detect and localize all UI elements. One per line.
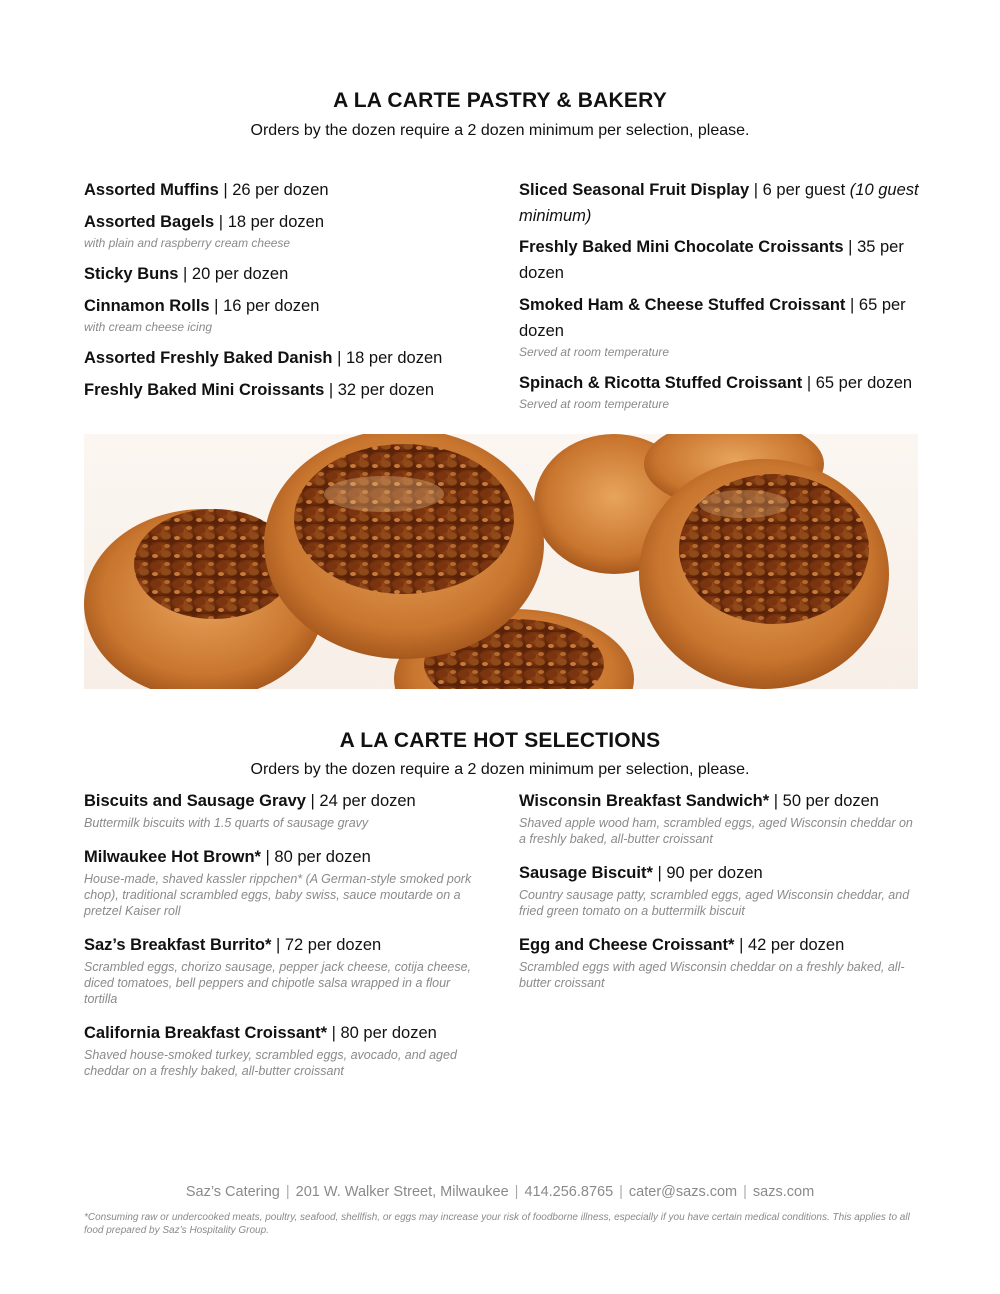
menu-item: Sticky Buns | 20 per dozen bbox=[84, 265, 289, 283]
item-name: Biscuits and Sausage Gravy bbox=[84, 792, 306, 810]
item-name: Egg and Cheese Croissant* bbox=[519, 936, 735, 954]
item-name: Saz’s Breakfast Burrito* bbox=[84, 936, 272, 954]
menu-item: Milwaukee Hot Brown* | 80 per dozen House-made, shaved kassler rippchen* (A German-style smoked pork chop), traditional scrambled eggs, baby swiss, sauce moutarde on a pretzel Kaiser roll bbox=[84, 844, 484, 919]
menu-item: Assorted Bagels | 18 per dozen with plain and raspberry cream cheese bbox=[84, 209, 484, 251]
footer-contact: Saz’s Catering | 201 W. Walker Street, Milwaukee | 414.256.8765 | cater@sazs.com | sazs.com bbox=[185, 1184, 815, 1200]
item-note: Served at room temperature bbox=[519, 345, 670, 359]
menu-item: Freshly Baked Mini Chocolate Croissants | 35 per dozen bbox=[519, 238, 904, 282]
item-name: Wisconsin Breakfast Sandwich* bbox=[519, 792, 770, 810]
pastry-right-column bbox=[519, 177, 919, 418]
pastry-left-column bbox=[84, 177, 484, 409]
item-name: Sliced Seasonal Fruit Display bbox=[519, 181, 750, 199]
item-name: Cinnamon Rolls bbox=[84, 297, 210, 315]
menu-item: Assorted Freshly Baked Danish | 18 per dozen bbox=[84, 349, 443, 367]
item-price: 18 per dozen bbox=[345, 349, 443, 367]
menu-item: Egg and Cheese Croissant* | 42 per dozen Scrambled eggs with aged Wisconsin cheddar on a freshly baked, all-butter croissant bbox=[519, 932, 919, 991]
item-name: Assorted Muffins bbox=[84, 181, 219, 199]
item-price: 65 per dozen bbox=[815, 374, 913, 392]
item-price: 16 per dozen bbox=[223, 297, 320, 315]
item-name: California Breakfast Croissant* bbox=[84, 1024, 327, 1042]
item-price: 80 per dozen bbox=[340, 1024, 437, 1042]
item-name: Spinach & Ricotta Stuffed Croissant bbox=[519, 374, 803, 392]
pastry-section-subtitle: Orders by the dozen require a 2 dozen minimum per selection, please. bbox=[250, 122, 750, 139]
hot-left-column bbox=[84, 788, 484, 1092]
item-price: 20 per dozen bbox=[191, 265, 289, 283]
menu-item: California Breakfast Croissant* | 80 per dozen Shaved house-smoked turkey, scrambled eggs, avocado, and aged cheddar on a freshly baked, all-butter croissant bbox=[84, 1020, 484, 1079]
item-name: Freshly Baked Mini Chocolate Croissants bbox=[519, 238, 844, 256]
item-note: House-made, shaved kassler rippchen* (A German-style smoked pork chop), traditional scrambled eggs, baby swiss, sauce moutarde on a pretzel Kaiser roll bbox=[84, 872, 472, 918]
item-name: Sausage Biscuit* bbox=[519, 864, 653, 882]
menu-item: Biscuits and Sausage Gravy | 24 per dozen Buttermilk biscuits with 1.5 quarts of sausage gravy bbox=[84, 788, 484, 831]
item-name: Assorted Bagels bbox=[84, 213, 215, 231]
item-price: 26 per dozen bbox=[232, 181, 329, 199]
menu-item: Smoked Ham & Cheese Stuffed Croissant | 65 per dozen Served at room temperature bbox=[519, 292, 919, 360]
item-note: with plain and raspberry cream cheese bbox=[84, 236, 291, 250]
sticky-buns-illustration bbox=[84, 434, 918, 689]
item-name: Sticky Buns bbox=[84, 265, 179, 283]
pastry-section-title: A LA CARTE PASTRY & BAKERY bbox=[333, 89, 667, 112]
item-price: 35 per dozen bbox=[519, 238, 904, 282]
item-price: 80 per dozen bbox=[274, 848, 371, 866]
menu-item: Sliced Seasonal Fruit Display | 6 per guest (10 guest minimum) bbox=[519, 181, 919, 225]
item-price: 90 per dozen bbox=[666, 864, 763, 882]
item-price: 18 per dozen bbox=[227, 213, 325, 231]
item-price: 65 per dozen bbox=[519, 296, 906, 340]
item-note: with cream cheese icing bbox=[84, 320, 213, 334]
item-price: 50 per dozen bbox=[782, 792, 879, 810]
hot-section-title: A LA CARTE HOT SELECTIONS bbox=[339, 729, 661, 752]
footer-address: 201 W. Walker Street, Milwaukee bbox=[295, 1184, 509, 1200]
footer-company: Saz’s Catering bbox=[185, 1184, 280, 1200]
item-name: Freshly Baked Mini Croissants bbox=[84, 381, 325, 399]
hot-right-column bbox=[519, 788, 919, 1004]
item-note: Scrambled eggs, chorizo sausage, pepper jack cheese, cotija cheese, diced tomatoes, bell peppers and chipotle salsa wrapped in a flour tortilla bbox=[84, 960, 472, 1006]
menu-item: Assorted Muffins | 26 per dozen bbox=[84, 181, 329, 199]
item-note: Shaved apple wood ham, scrambled eggs, aged Wisconsin cheddar on a freshly baked, all-butter croissant bbox=[519, 816, 913, 846]
item-price: 24 per dozen bbox=[319, 792, 416, 810]
menu-item: Sausage Biscuit* | 90 per dozen Country sausage patty, scrambled eggs, aged Wisconsin cheddar, and fried green tomato on a buttermilk biscuit bbox=[519, 860, 919, 919]
menu-item: Wisconsin Breakfast Sandwich* | 50 per dozen Shaved apple wood ham, scrambled eggs, aged Wisconsin cheddar on a freshly baked, all-butter croissant bbox=[519, 788, 919, 847]
item-price: 6 per guest bbox=[762, 181, 846, 199]
item-name: Milwaukee Hot Brown* bbox=[84, 848, 261, 866]
item-note: Shaved house-smoked turkey, scrambled eggs, avocado, and aged cheddar on a freshly baked, all-butter croissant bbox=[84, 1048, 457, 1078]
item-name: Assorted Freshly Baked Danish bbox=[84, 349, 333, 367]
item-price: 72 per dozen bbox=[284, 936, 382, 954]
footer-website[interactable]: sazs.com bbox=[752, 1184, 815, 1200]
item-price-extra: (10 guest minimum) bbox=[519, 181, 919, 225]
item-name: Smoked Ham & Cheese Stuffed Croissant bbox=[519, 296, 846, 314]
footer-disclaimer: *Consuming raw or undercooked meats, poultry, seafood, shellfish, or eggs may increase your risk of foodborne illness, especially if you have certain medical conditions. This applies to all food prepared by Saz’s Hospitality Group. bbox=[84, 1212, 910, 1236]
menu-item: Freshly Baked Mini Croissants | 32 per dozen bbox=[84, 381, 435, 399]
menu-item: Saz’s Breakfast Burrito* | 72 per dozen Scrambled eggs, chorizo sausage, pepper jack cheese, cotija cheese, diced tomatoes, bell peppers and chipotle salsa wrapped in a flour tortilla bbox=[84, 932, 484, 1007]
item-note: Country sausage patty, scrambled eggs, aged Wisconsin cheddar, and fried green tomato on a buttermilk biscuit bbox=[519, 888, 910, 918]
item-note: Buttermilk biscuits with 1.5 quarts of sausage gravy bbox=[84, 816, 369, 830]
item-note: Served at room temperature bbox=[519, 397, 670, 411]
menu-item: Spinach & Ricotta Stuffed Croissant | 65 per dozen Served at room temperature bbox=[519, 370, 919, 412]
item-price: 32 per dozen bbox=[337, 381, 435, 399]
footer-phone[interactable]: 414.256.8765 bbox=[524, 1184, 614, 1200]
item-note: Scrambled eggs with aged Wisconsin cheddar on a freshly baked, all-butter croissant bbox=[519, 960, 905, 990]
menu-item: Cinnamon Rolls | 16 per dozen with cream cheese icing bbox=[84, 293, 484, 335]
hot-section-subtitle: Orders by the dozen require a 2 dozen minimum per selection, please. bbox=[250, 761, 750, 778]
footer-email[interactable]: cater@sazs.com bbox=[628, 1184, 738, 1200]
item-price: 42 per dozen bbox=[747, 936, 845, 954]
sticky-buns-photo bbox=[84, 434, 918, 689]
